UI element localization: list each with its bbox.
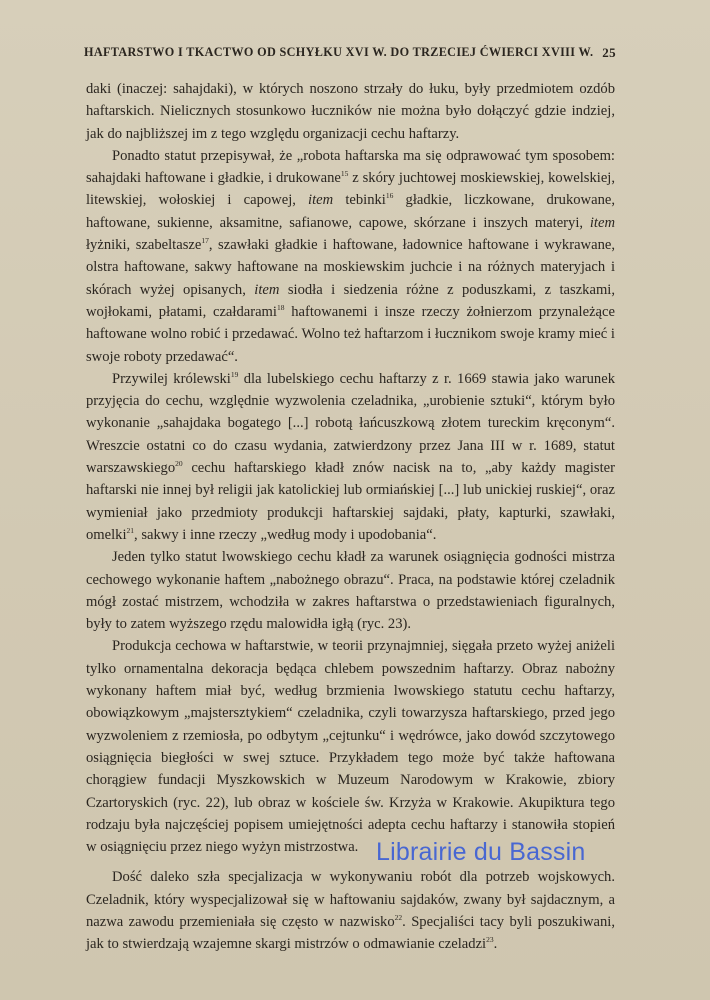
text-run: , szawłaki gładkie i haftowane, ładownice haftowane i wykrawane, olstra haftowane, sakwy haftowane na moskiewskim juchcie i na różnych materyjach i skórach wyżej opisanych, (86, 237, 615, 298)
text-run: Jeden tylko statut lwowskiego cechu kładł za warunek osiągnięcia godności mistrza cechowego wykonanie haftem „nabożnego obrazu“. Praca, na podstawie której czeladnik mógł zostać mistrzem, wchodziła w zakres haftarstwa o przedstawieniach figuralnych, były to zatem wyższego rzędu malowidła igłą (ryc. 23). (86, 549, 615, 633)
italic-term: item (589, 214, 615, 231)
text-run: cechu haftarskiego kładł znów nacisk na to, „aby każdy magister haftarski nie innej był religii jak katolickiej lub ormiańskiej [...] lub unickiej ruskiej“, oraz wymieniał jako przedmioty produkcji haftarskiej sajdaki, płaty, kapturki, szawłaki, omelki (86, 460, 615, 543)
text-run: Produkcja cechowa w haftarstwie, w teorii przynajmniej, sięgała przeto wyżej aniżeli tylko ornamentalna dekoracja będąca chlebem powszednim haftarzy. Obraz nabożny wykonany haftem miał być, według brzmienia lwowskiego statutu cechu haftarzy, obowiązkowym „majstersztykiem“ czeladnika, czyli towarzysza haftarskiego, przed jego wyzwoleniem z rzemiosła, po odbytym „cejtunku“ i wędrówce, jako dowód szczytowego osiągnięcia biegłości w swej sztuce. Przykładem tego może być także haftowana chorągiew fundacji Myszkowskich w Muzeum Narodowym w Krakowie, zbiory Czartoryskich (ryc. 22), lub obraz w kościele św. Krzyża w Krakowie. Akupiktura tego rodzaju była najczęściej popisem umiejętności adepta cechu haftarzy i stanowiła stopień w osiągnięciu przez niego wyżyn mistrzostwa. (86, 638, 615, 856)
text-run: daki (inaczej: sahajdaki), w których noszono strzały do łuku, były przedmiotem ozdób haftarskich. Nielicznych stosunkowo łuczników nie można było dołączyć gdzie indziej, jak do najbliższej im z tego względu organizacji cechu haftarzy. (86, 81, 615, 142)
paragraph (86, 866, 615, 955)
paragraph (86, 78, 615, 145)
text-run: Ponadto statut przepisywał, że „robota haftarska ma się odprawować tym sposobem: sahajdaki haftowane i gładkie, i drukowane (86, 147, 615, 187)
footnote-ref: 18 (276, 303, 285, 313)
footnote-ref: 17 (201, 236, 209, 246)
footnote-ref: 16 (385, 191, 394, 201)
text-run: siodła i siedzenia różne z poduszkami, z taszkami, wojłokami, płatami, czałdarami (86, 281, 615, 320)
watermark: Librairie du Bassin (376, 838, 586, 866)
footnote-ref: 15 (340, 169, 349, 179)
italic-term: item (308, 192, 334, 209)
italic-term: item (254, 281, 280, 298)
running-header (84, 45, 616, 60)
body-text (86, 78, 615, 956)
paragraph (86, 635, 615, 858)
text-run: Dość daleko szła specjalizacja w wykonywaniu robót dla potrzeb wojskowych. Czeladnik, który wyspecjalizował się w haftowaniu sajdaków, zwany był sajdacznym, a nazwa zawodu przemieniała się często w nazwisko (86, 869, 615, 930)
page-number: 25 (602, 45, 616, 60)
header-title: HAFTARSTWO I TKACTWO OD SCHYŁKU XVI W. DO TRZECIEJ ĆWIERCI XVIII W. (84, 45, 594, 59)
footnote-ref: 22 (394, 913, 403, 923)
text-run: Przywilej królewski (112, 370, 231, 387)
text-run: haftowanemi i insze rzeczy żołnierzom przynależące haftowane wolno robić i przedawać. Wolno też haftarzom i łucznikom swoje kramy mieć i swoje roboty przedawać“. (86, 303, 615, 365)
footnote-ref: 23 (486, 935, 494, 945)
paragraph (86, 368, 615, 546)
paragraph (86, 546, 615, 635)
footnote-ref: 19 (230, 370, 239, 379)
footnote-ref: 21 (126, 526, 135, 536)
text-run: . (493, 936, 498, 953)
text-run: z skóry juchtowej moskiewskiej, kowelskiej, litewskiej, wołoskiej i capowej, (86, 170, 616, 209)
text-run: tebinki (333, 192, 386, 209)
text-run: , sakwy i inne rzeczy „według mody i upodobania“. (134, 526, 437, 543)
text-run: łyżniki, szabeltasze (86, 237, 202, 254)
footnote-ref: 20 (175, 459, 183, 469)
text-run: . Specjaliści tacy byli poszukiwani, jak to stwierdzają wzajemne skargi mistrzów o odmawianie czeladzi (86, 913, 615, 953)
text-run: dla lubelskiego cechu haftarzy z r. 1669 stawia jako warunek przyjęcia do cechu, względnie wyzwolenia czeladnika, „urobienie sztuki“, którym było wykonanie „sahajdaka bogatego [...] robotą łańcuszkową złotem tureckim kręconym“. Wreszcie ostatni co do czasu wydania, zatwierdzony przez Jana III w r. 1689, statut warszawskiego (86, 370, 615, 477)
text-run: gładkie, liczkowane, drukowane, haftowane, sukienne, aksamitne, safianowe, capowe, skórzane i inszych materyi, (86, 192, 615, 231)
paragraph (86, 145, 615, 368)
